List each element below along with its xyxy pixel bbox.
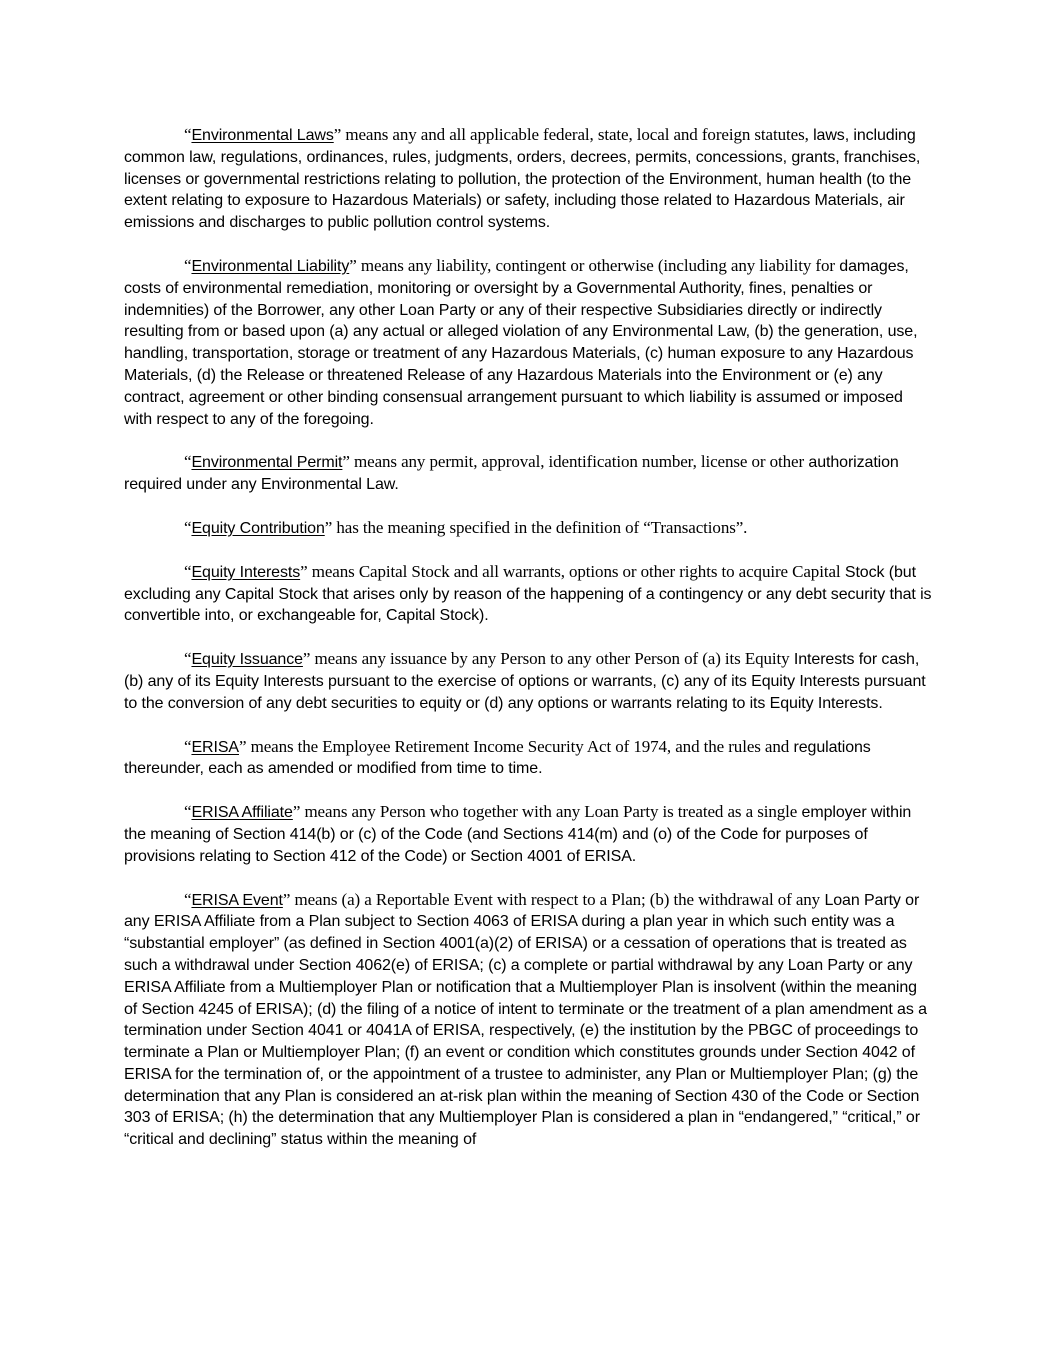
definition-body: laws, including common law, regulations, ordinances, rules, judgments, orders, decrees, permits, concessions, grants, franchises, licenses or governmental restrictions relating to pollution, the protection of the Environment, human health (to the extent relating to exposure to Hazardous Materials) or safety, including those related to Hazardous Materials, air emissions and discharges to public pollution control systems. [124, 127, 921, 232]
definition-paragraph: “Environmental Liability” means any liability, contingent or otherwise (including any liability for damages, costs of environmental remediation, monitoring or oversight by a Governmental Authority, fines, penalties or indemnities) of the Borrower, any other Loan Party or any of their respective Subsidiaries directly or indirectly resulting from or based upon (a) any actual or alleged violation of any Environmental Law, (b) the generation, use, handling, transportation, storage or treatment of any Hazardous Materials, (c) human exposure to any Hazardous Materials, (d) the Release or threatened Release of any Hazardous Materials into the Environment or (e) any contract, agreement or other binding consensual arrangement pursuant to which liability is assumed or imposed with respect to any of the foregoing. [124, 255, 918, 428]
defined-term: Equity Contribution [191, 519, 325, 537]
definition-body: authorization required under any Environmental Law. [124, 454, 899, 494]
definition-body: Loan Party or any ERISA Affiliate from a Plan subject to Section 4063 of ERISA during a plan year in which such entity was a “substantial employer” (as defined in Section 4001(a)(2) of ERISA) or a cessation of operations that is treated as such a withdrawal under Section 4062(e) of ERISA; (c) a complete or partial withdrawal by any Loan Party or any ERISA Affiliate from a Multiemployer Plan or notification that a Multiemployer Plan is insolvent (within the meaning of Section 4245 of ERISA); (d) the filing of a notice of intent to terminate or the treatment of a plan amendment as a termination under Section 4041 or 4041A of ERISA, respectively, (e) the institution by the PBGC of proceedings to terminate a Plan or Multiemployer Plan; (f) an event or condition which constitutes grounds under Section 4042 of ERISA for the termination of, or the appointment of a trustee to administer, any Plan or Multiemployer Plan; (g) the determination that any Plan is considered an at-risk plan within the meaning of Section 430 of the Code or Section 303 of ERISA; (h) the determination that any Multiemployer Plan is considered a plan in “endangered,” “critical,” or “critical and declining” status within the meaning of [124, 891, 927, 1149]
definition-body: Stock (but excluding any Capital Stock that arises only by reason of the happening of a contingency or any debt security that is convertible into, or exchangeable for, Capital Stock). [124, 563, 932, 625]
defined-term: Equity Issuance [191, 651, 303, 669]
definition-lead: ” means any liability, contingent or otherwise (including any liability for [349, 255, 835, 275]
definition-lead: ” means (a) a Reportable Event with respect to a Plan; (b) the withdrawal of any [282, 889, 821, 909]
document-page [124, 124, 932, 1172]
definition-body: Interests for cash, (b) any of its Equity Interests pursuant to the exercise of options or warrants, (c) any of its Equity Interests pursuant to the conversion of any debt securities to equity or (d) any options or warrants relating to its Equity Interests. [124, 651, 926, 712]
definition-paragraph: “ERISA Affiliate” means any Person who together with any Loan Party is treated as a single employer within the meaning of Section 414(b) or (c) of the Code (and Sections 414(m) and (o) of the Code for purposes of provisions relating to Section 412 of the Code) or Section 4001 of ERISA. [124, 802, 912, 865]
definition-lead: ” means any issuance by any Person to any other Person of (a) its Equity [302, 649, 790, 669]
definition-body: employer within the meaning of Section 414(b) or (c) of the Code (and Sections 414(m) and (o) of the Code for purposes of provisions relating to Section 412 of the Code) or Section 4001 of ERISA. [124, 804, 912, 865]
defined-term: Environmental Laws [191, 127, 334, 144]
definition-lead: ” means any and all applicable federal, state, local and foreign statutes, [333, 125, 809, 144]
definition-paragraph: “Environmental Permit” means any permit, approval, identification number, license or other authorization required under any Environmental Law. [124, 452, 899, 494]
definition-lead: ” has the meaning specified in the definition of “Transactions”. [324, 517, 748, 537]
defined-term: ERISA [191, 738, 239, 756]
defined-term: ERISA Event [191, 891, 283, 909]
definition-body: regulations thereunder, each as amended or modified from time to time. [124, 738, 871, 778]
defined-term: Environmental Liability [191, 257, 350, 275]
definition-paragraph: “ERISA Event” means (a) a Reportable Event with respect to a Plan; (b) the withdrawal of any Loan Party or any ERISA Affiliate from a Plan subject to Section 4063 of ERISA during a plan year in which such entity was a “substantial employer” (as defined in Section 4001(a)(2) of ERISA) or a cessation of operations that is treated as such a withdrawal under Section 4062(e) of ERISA; (c) a complete or partial withdrawal by any Loan Party or any ERISA Affiliate from a Multiemployer Plan or notification that a Multiemployer Plan is insolvent (within the meaning of Section 4245 of ERISA); (d) the filing of a notice of intent to terminate or the treatment of a plan amendment as a termination under Section 4041 or 4041A of ERISA, respectively, (e) the institution by the PBGC of proceedings to terminate a Plan or Multiemployer Plan; (f) an event or condition which constitutes grounds under Section 4042 of ERISA for the termination of, or the appointment of a trustee to administer, any Plan or Multiemployer Plan; (g) the determination that any Plan is considered an at-risk plan within the meaning of Section 430 of the Code or Section 303 of ERISA; (h) the determination that any Multiemployer Plan is considered a plan in “endangered,” “critical,” or “critical and declining” status within the meaning of [124, 889, 927, 1149]
defined-term: Equity Interests [191, 563, 301, 581]
definition-paragraph: “ERISA” means the Employee Retirement Income Security Act of 1974, and the rules and regulations thereunder, each as amended or modified from time to time. [124, 736, 871, 778]
defined-term: ERISA Affiliate [191, 804, 293, 822]
definition-paragraph: “Equity Contribution” has the meaning specified in the definition of “Transactions”. [184, 517, 748, 537]
definition-paragraph: “Equity Issuance” means any issuance by any Person to any other Person of (a) its Equity Interests for cash, (b) any of its Equity Interests pursuant to the exercise of options or warrants, (c) any of its Equity Interests pursuant to the conversion of any debt securities to equity or (d) any options or warrants relating to its Equity Interests. [124, 649, 926, 712]
defined-term: Environmental Permit [191, 454, 343, 472]
definition-lead: ” means Capital Stock and all warrants, options or other rights to acquire Capital [300, 561, 841, 581]
definition-body: damages, costs of environmental remediation, monitoring or oversight by a Governmental Authority, fines, penalties or indemnities) of the Borrower, any other Loan Party or any of their respective Subsidiaries directly or indirectly resulting from or based upon (a) any actual or alleged violation of any Environmental Law, (b) the generation, use, handling, transportation, storage or treatment of any Hazardous Materials, (c) human exposure to any Hazardous Materials, (d) the Release or threatened Release of any Hazardous Materials into the Environment or (e) any contract, agreement or other binding consensual arrangement pursuant to which liability is assumed or imposed with respect to any of the foregoing. [124, 257, 918, 428]
definition-paragraph: “Environmental Laws” means any and all applicable federal, state, local and foreign statutes, laws, including common law, regulations, ordinances, rules, judgments, orders, decrees, permits, concessions, grants, franchises, licenses or governmental restrictions relating to pollution, the protection of the Environment, human health (to the extent relating to exposure to Hazardous Materials) or safety, including those related to Hazardous Materials, air emissions and discharges to public pollution control systems. [124, 125, 921, 232]
definition-lead: ” means any permit, approval, identification number, license or other [342, 452, 805, 472]
definition-paragraph: “Equity Interests” means Capital Stock and all warrants, options or other rights to acquire Capital Stock (but excluding any Capital Stock that arises only by reason of the happening of a contingency or any debt security that is convertible into, or exchangeable for, Capital Stock). [124, 561, 932, 625]
definition-lead: ” means the Employee Retirement Income Security Act of 1974, and the rules and [238, 736, 790, 756]
definition-lead: ” means any Person who together with any Loan Party is treated as a single [292, 802, 798, 822]
